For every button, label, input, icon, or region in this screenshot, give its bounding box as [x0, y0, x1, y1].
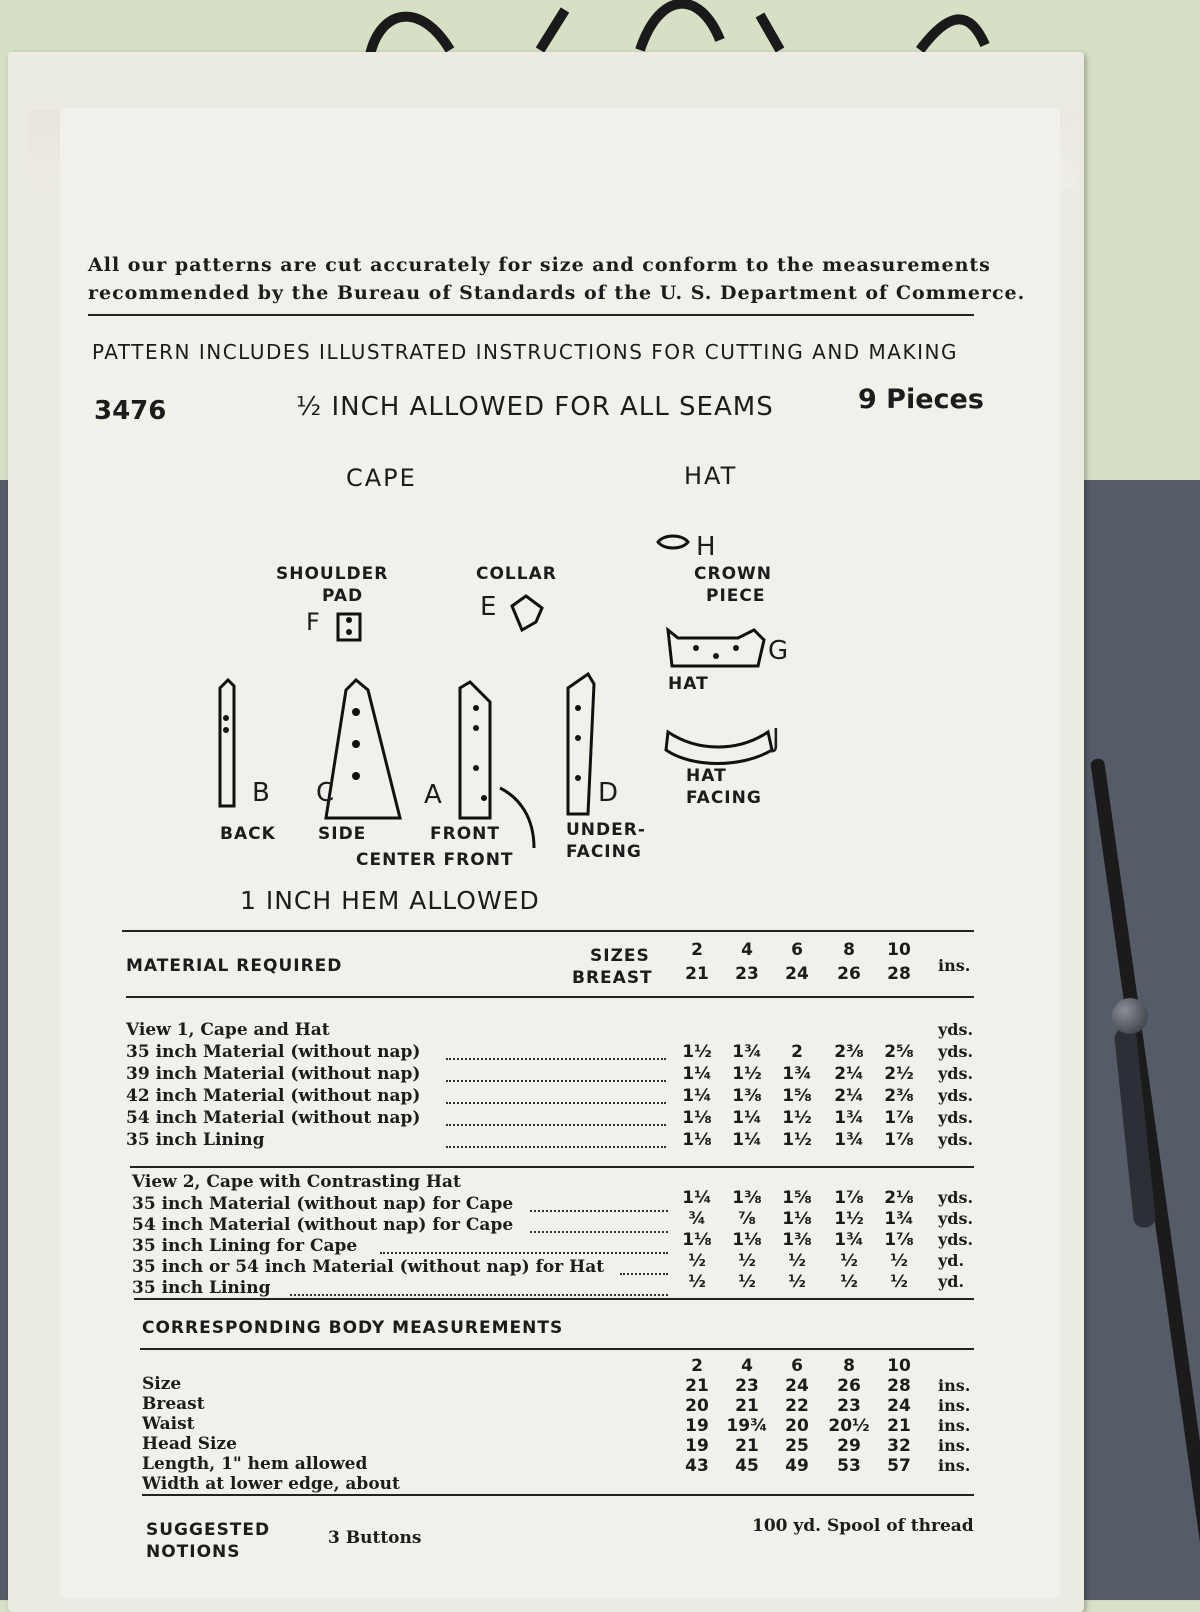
- view2-value: ½: [788, 1251, 806, 1271]
- view1-row-label: 42 inch Material (without nap): [126, 1086, 421, 1106]
- view2-value: ½: [890, 1272, 908, 1292]
- letter-h: H: [696, 532, 716, 562]
- rule: [140, 1348, 974, 1350]
- body-value: 29: [837, 1436, 861, 1456]
- view2-value: ½: [688, 1251, 706, 1271]
- view1-unit: yds.: [938, 1042, 974, 1061]
- back-piece: [220, 680, 234, 806]
- label-back: BACK: [220, 824, 276, 844]
- hem-note: 1 INCH HEM ALLOWED: [240, 886, 540, 915]
- view2-title: View 2, Cape with Contrasting Hat: [132, 1172, 461, 1192]
- label-hat-facing-2: FACING: [686, 788, 762, 808]
- view1-value: 1½: [732, 1064, 762, 1084]
- view1-value: 1½: [782, 1130, 812, 1150]
- rule: [126, 996, 974, 998]
- collar-piece: [512, 596, 542, 630]
- view1-title: View 1, Cape and Hat: [126, 1020, 330, 1040]
- body-value: 24: [887, 1396, 911, 1416]
- breast-header: 28: [887, 964, 911, 984]
- view1-value: 1¼: [732, 1130, 762, 1150]
- view1-value: 1¼: [682, 1086, 712, 1106]
- view1-row-label: 35 inch Lining: [126, 1130, 265, 1150]
- view2-value: ½: [738, 1272, 756, 1292]
- breast-header: 26: [837, 964, 861, 984]
- body-title: CORRESPONDING BODY MEASUREMENTS: [142, 1318, 564, 1338]
- view2-value: 1¾: [884, 1209, 914, 1229]
- view2-value: 1⅜: [732, 1188, 762, 1208]
- body-value: 21: [735, 1396, 759, 1416]
- label-under: UNDER-: [566, 820, 646, 840]
- view2-value: 1⅜: [782, 1230, 812, 1250]
- hat-heading: HAT: [684, 462, 738, 490]
- size-header: 2: [691, 940, 703, 960]
- under-facing-piece: [568, 674, 594, 814]
- body-value: 19: [685, 1436, 709, 1456]
- view1-unit: yds.: [938, 1086, 974, 1105]
- pattern-back-page: [60, 108, 1060, 1598]
- view1-value: 1⅜: [732, 1086, 762, 1106]
- hat-piece: [668, 630, 764, 666]
- view2-value: ½: [840, 1251, 858, 1271]
- letter-g: G: [768, 636, 789, 666]
- letter-j: J: [772, 724, 780, 754]
- view1-value: 2½: [884, 1064, 914, 1084]
- view2-row-label: 35 inch Lining for Cape: [132, 1236, 358, 1256]
- body-value: 23: [735, 1376, 759, 1396]
- label-front: FRONT: [430, 824, 500, 844]
- body-value: 28: [887, 1376, 911, 1396]
- body-row-label: Width at lower edge, about: [142, 1474, 400, 1494]
- body-value: 20: [785, 1416, 809, 1436]
- notions-label-2: NOTIONS: [146, 1542, 241, 1562]
- body-unit: ins.: [938, 1396, 971, 1415]
- view1-value: 2⅜: [834, 1042, 864, 1062]
- body-value: 43: [685, 1456, 709, 1476]
- rule: [122, 930, 974, 932]
- view1-value: 2¼: [834, 1086, 864, 1106]
- view1-value: 1⅞: [884, 1130, 914, 1150]
- body-value: 23: [837, 1396, 861, 1416]
- breast-header: 23: [735, 964, 759, 984]
- body-value: 57: [887, 1456, 911, 1476]
- size-header: 6: [791, 940, 803, 960]
- view2-value: ½: [688, 1272, 706, 1292]
- body-value: 53: [837, 1456, 861, 1476]
- view1-row-label: 35 inch Material (without nap): [126, 1042, 421, 1062]
- view2-row-label: 54 inch Material (without nap) for Cape: [132, 1215, 514, 1235]
- leader-dots: [620, 1273, 668, 1275]
- view2-value: 1⅞: [834, 1188, 864, 1208]
- view2-row-label: 35 inch or 54 inch Material (without nap) for Hat: [132, 1257, 605, 1277]
- view2-unit: yds.: [938, 1209, 974, 1228]
- wire-stand-peg: [1112, 998, 1148, 1034]
- view2-value: 1⅝: [782, 1188, 812, 1208]
- letter-e: E: [480, 592, 497, 622]
- rule: [134, 1298, 974, 1300]
- letter-d: D: [598, 778, 619, 808]
- hat-facing-piece: [666, 732, 772, 764]
- label-piece: PIECE: [706, 586, 766, 606]
- view1-value: 1½: [782, 1108, 812, 1128]
- view2-value: ¾: [688, 1209, 706, 1229]
- piece-count: 9 Pieces: [858, 384, 984, 415]
- view2-value: ½: [738, 1251, 756, 1271]
- view2-value: 1½: [834, 1209, 864, 1229]
- view1-value: 2¼: [834, 1064, 864, 1084]
- body-unit: ins.: [938, 1436, 971, 1455]
- label-center-front: CENTER FRONT: [356, 850, 514, 870]
- letter-f: F: [306, 608, 320, 636]
- view2-unit: yd.: [938, 1251, 965, 1270]
- view2-value: 1⅛: [682, 1230, 712, 1250]
- view1-row-label: 54 inch Material (without nap): [126, 1108, 421, 1128]
- body-row-label: Size: [142, 1374, 182, 1394]
- label-crown: CROWN: [694, 564, 772, 584]
- body-value: 20½: [828, 1416, 870, 1436]
- view1-value: 1⅛: [682, 1130, 712, 1150]
- view2-value: 1¼: [682, 1188, 712, 1208]
- body-size-header: 8: [843, 1356, 855, 1376]
- size-header: 10: [887, 940, 911, 960]
- body-value: 25: [785, 1436, 809, 1456]
- body-size-header: 2: [691, 1356, 703, 1376]
- leader-dots: [446, 1146, 666, 1148]
- view2-value: 1⅞: [884, 1230, 914, 1250]
- body-value: 21: [685, 1376, 709, 1396]
- side-piece: [326, 680, 400, 818]
- label-hat-facing-1: HAT: [686, 766, 727, 786]
- body-row-label: Waist: [142, 1414, 195, 1434]
- body-value: 45: [735, 1456, 759, 1476]
- size-header: 4: [741, 940, 753, 960]
- breast-label: BREAST: [572, 968, 653, 988]
- pattern-pieces-diagram: [60, 108, 1060, 868]
- body-size-header: 4: [741, 1356, 753, 1376]
- label-side: SIDE: [318, 824, 367, 844]
- leader-dots: [380, 1252, 668, 1254]
- label-collar: COLLAR: [476, 564, 557, 584]
- body-value: 24: [785, 1376, 809, 1396]
- rule: [130, 1166, 974, 1168]
- view1-value: 1½: [682, 1042, 712, 1062]
- leader-dots: [446, 1124, 666, 1126]
- view2-value: 2⅛: [884, 1188, 914, 1208]
- leader-dots: [290, 1294, 668, 1296]
- seam-allowance: ½ INCH ALLOWED FOR ALL SEAMS: [296, 392, 774, 422]
- view2-value: 1⅛: [782, 1209, 812, 1229]
- letter-b: B: [252, 778, 270, 808]
- leader-dots: [446, 1080, 666, 1082]
- wire-stand-top: [360, 0, 1020, 60]
- leader-dots: [530, 1210, 668, 1212]
- letter-a: A: [424, 780, 442, 810]
- rule: [142, 1494, 974, 1496]
- breast-header: 21: [685, 964, 709, 984]
- material-title: MATERIAL REQUIRED: [126, 956, 343, 976]
- leader-dots: [530, 1231, 668, 1233]
- body-size-header: 10: [887, 1356, 911, 1376]
- size-header: 8: [843, 940, 855, 960]
- body-value: 20: [685, 1396, 709, 1416]
- view2-row-label: 35 inch Material (without nap) for Cape: [132, 1194, 514, 1214]
- view1-value: 1⅛: [682, 1108, 712, 1128]
- center-front-arrow: [500, 788, 534, 848]
- leader-dots: [446, 1058, 666, 1060]
- includes-text: PATTERN INCLUDES ILLUSTRATED INSTRUCTIONS FOR CUTTING AND MAKING: [92, 340, 958, 364]
- body-unit: ins.: [938, 1416, 971, 1435]
- view1-value: 2⅝: [884, 1042, 914, 1062]
- letter-c: C: [316, 778, 335, 808]
- view2-row-label: 35 inch Lining: [132, 1278, 271, 1298]
- view1-value: 1¼: [682, 1064, 712, 1084]
- view1-value: 1¾: [834, 1108, 864, 1128]
- body-value: 32: [887, 1436, 911, 1456]
- crown-piece: [658, 536, 688, 548]
- body-value: 21: [887, 1416, 911, 1436]
- label-shoulder: SHOULDER: [276, 564, 389, 584]
- notions-label-1: SUGGESTED: [146, 1520, 271, 1540]
- view2-value: ½: [788, 1272, 806, 1292]
- view1-value: 1¾: [834, 1130, 864, 1150]
- view1-value: 1¼: [732, 1108, 762, 1128]
- sizes-label: SIZES: [590, 946, 650, 966]
- cape-heading: CAPE: [346, 464, 417, 492]
- view1-unit: yds.: [938, 1064, 974, 1083]
- body-value: 21: [735, 1436, 759, 1456]
- body-value: 49: [785, 1456, 809, 1476]
- material-ins-unit: ins.: [938, 956, 971, 975]
- notions-buttons: 3 Buttons: [328, 1528, 422, 1548]
- view1-unit: yds.: [938, 1130, 974, 1149]
- leader-dots: [446, 1102, 666, 1104]
- breast-header: 24: [785, 964, 809, 984]
- view1-title-unit: yds.: [938, 1020, 974, 1039]
- view2-value: 1¾: [834, 1230, 864, 1250]
- view2-value: ½: [840, 1272, 858, 1292]
- body-row-label: Breast: [142, 1394, 205, 1414]
- label-hat: HAT: [668, 674, 709, 694]
- view1-row-label: 39 inch Material (without nap): [126, 1064, 421, 1084]
- view1-value: 2: [791, 1042, 803, 1062]
- view1-unit: yds.: [938, 1108, 974, 1127]
- notions-thread: 100 yd. Spool of thread: [752, 1516, 974, 1536]
- body-value: 26: [837, 1376, 861, 1396]
- view2-unit: yd.: [938, 1272, 965, 1291]
- label-facing: FACING: [566, 842, 642, 862]
- header-line-1: All our patterns are cut accurately for size and conform to the measurements: [88, 254, 991, 276]
- body-value: 19¾: [726, 1416, 768, 1436]
- body-value: 22: [785, 1396, 809, 1416]
- view1-value: 2⅜: [884, 1086, 914, 1106]
- view2-unit: yds.: [938, 1188, 974, 1207]
- header-line-2: recommended by the Bureau of Standards of the U. S. Department of Commerce.: [88, 282, 1026, 304]
- body-unit: ins.: [938, 1376, 971, 1395]
- body-size-header: 6: [791, 1356, 803, 1376]
- view1-value: 1⅞: [884, 1108, 914, 1128]
- view2-value: ⅞: [738, 1209, 756, 1229]
- label-pad: PAD: [322, 586, 364, 606]
- body-value: 19: [685, 1416, 709, 1436]
- view2-value: ½: [890, 1251, 908, 1271]
- view1-value: 1¾: [782, 1064, 812, 1084]
- body-unit: ins.: [938, 1456, 971, 1475]
- pattern-number: 3476: [94, 396, 167, 426]
- body-row-label: Head Size: [142, 1434, 237, 1454]
- view1-value: 1¾: [732, 1042, 762, 1062]
- view2-value: 1⅛: [732, 1230, 762, 1250]
- body-row-label: Length, 1" hem allowed: [142, 1454, 368, 1474]
- view1-value: 1⅝: [782, 1086, 812, 1106]
- view2-unit: yds.: [938, 1230, 974, 1249]
